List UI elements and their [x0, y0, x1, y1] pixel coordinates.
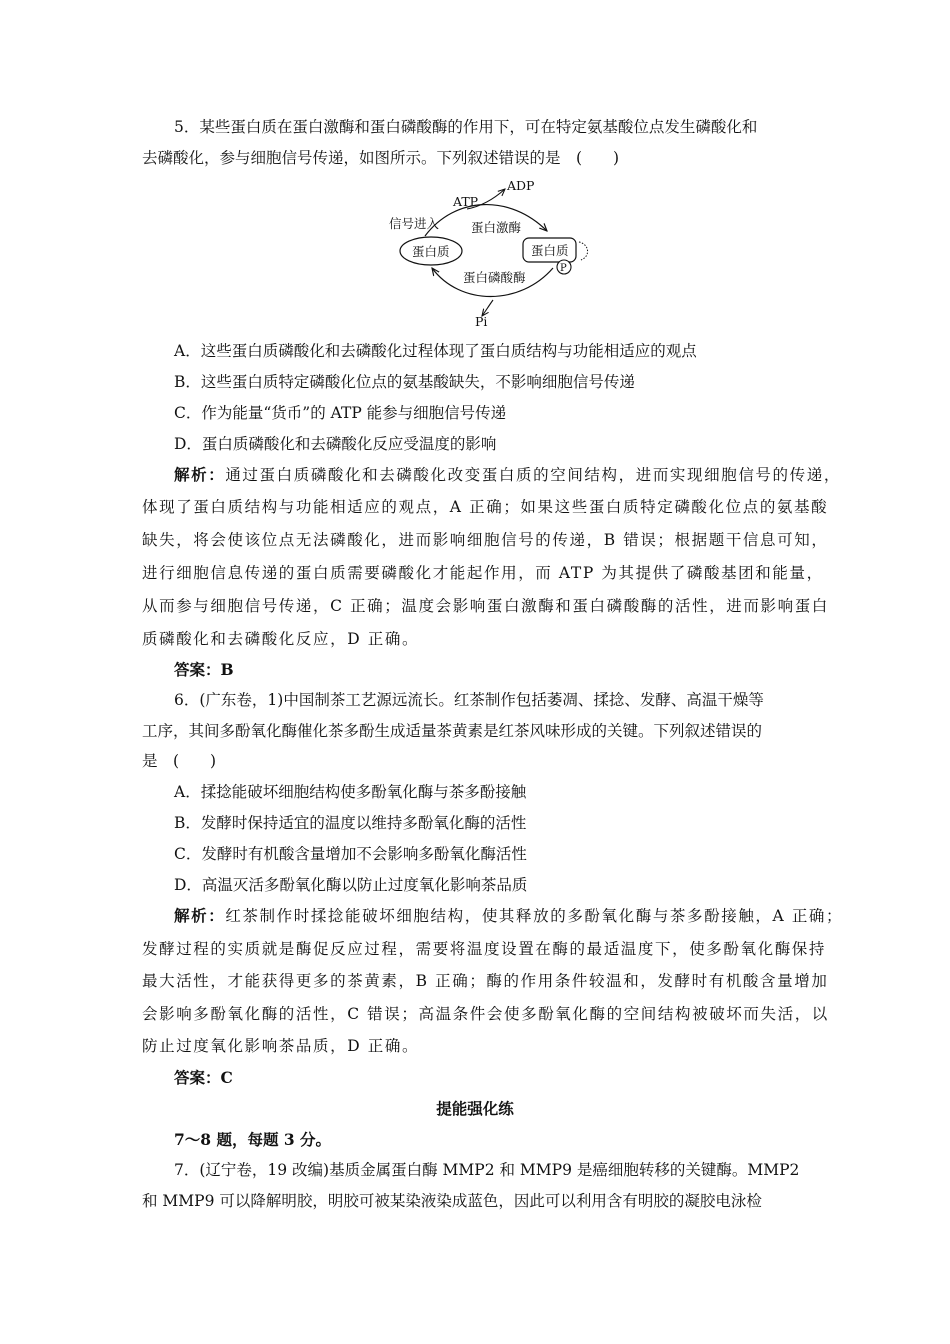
q5-stem-line1: 5．某些蛋白质在蛋白激酶和蛋白磷酸酶的作用下，可在特定氨基酸位点发生磷酸化和 — [174, 118, 758, 136]
q5-option-a: A．这些蛋白质磷酸化和去磷酸化过程体现了蛋白质结构与功能相适应的观点 — [174, 342, 697, 360]
pi-label: Pi — [475, 314, 488, 328]
q6-answer: 答案：C — [174, 1068, 233, 1087]
q5-stem-line2: 去磷酸化，参与细胞信号传递，如图所示。下列叙述错误的是 ( ) — [142, 149, 620, 167]
q6-option-a: A．揉捻能破坏细胞结构使多酚氧化酶与茶多酚接触 — [174, 783, 527, 801]
q6-option-c: C．发酵时有机酸含量增加不会影响多酚氧化酶活性 — [174, 845, 527, 863]
q5-option-b: B．这些蛋白质特定磷酸化位点的氨基酸缺失，不影响细胞信号传递 — [174, 373, 635, 391]
q6-analysis-line5: 防止过度氧化影响茶品质，D 正确。 — [142, 1037, 420, 1055]
phosphorylation-diagram — [385, 176, 605, 328]
q5-option-c: C．作为能量“货币”的 ATP 能参与细胞信号传递 — [174, 404, 507, 422]
q5-analysis-line2: 体现了蛋白质结构与功能相适应的观点，A 正确；如果这些蛋白质特定磷酸化位点的氨基酸 — [142, 498, 829, 516]
q6-stem-line3: 是 ( ) — [142, 752, 217, 770]
q6-option-b: B．发酵时保持适宜的温度以维持多酚氧化酶的活性 — [174, 814, 527, 832]
q5-analysis-text: 通过蛋白质磷酸化和去磷酸化改变蛋白质的空间结构，进而实现细胞信号的传递， — [225, 466, 841, 484]
atp-label: ATP — [453, 194, 479, 209]
q6-analysis-line4: 会影响多酚氧化酶的活性，C 错误；高温条件会使多酚氧化酶的空间结构被破坏而失活，以 — [142, 1005, 829, 1023]
q6-analysis-text: 红茶制作时揉捻能破坏细胞结构，使其释放的多酚氧化酶与茶多酚接触，A 正确； — [225, 907, 844, 925]
q6-stem-line2: 工序，其间多酚氧化酶催化茶多酚生成适量茶黄素是红茶风味形成的关键。下列叙述错误的 — [142, 722, 763, 740]
q7-stem-line2: 和 MMP9 可以降解明胶，明胶可被某染液染成蓝色，因此可以利用含有明胶的凝胶电泳检 — [142, 1192, 762, 1210]
q5-analysis-line4: 进行细胞信息传递的蛋白质需要磷酸化才能起作用，而 ATP 为其提供了磷酸基团和能量， — [142, 564, 824, 582]
q6-stem-line1: 6．(广东卷，1)中国制茶工艺源远流长。红茶制作包括萎凋、揉捻、发酵、高温干燥等 — [174, 691, 764, 709]
q7-stem-line1: 7．(辽宁卷，19 改编)基质金属蛋白酶 MMP2 和 MMP9 是癌细胞转移的关键酶。MMP2 — [174, 1161, 800, 1179]
q6-analysis-label: 解析： — [174, 906, 226, 925]
section-title: 提能强化练 — [436, 1099, 514, 1118]
adp-label: ADP — [507, 178, 535, 193]
signal-in-label: 信号进入 — [389, 216, 440, 231]
kinase-label: 蛋白激酶 — [471, 220, 522, 235]
q6-analysis-line2: 发酵过程的实质就是酶促反应过程，需要将温度设置在酶的最适温度下，使多酚氧化酶保持 — [142, 940, 827, 958]
q5-analysis-line5: 从而参与细胞信号传递，C 正确；温度会影响蛋白激酶和蛋白磷酸酶的活性，进而影响蛋白 — [142, 597, 829, 615]
q6-option-d: D．高温灭活多酚氧化酶以防止过度氧化影响茶品质 — [174, 876, 528, 894]
q5-analysis-line1 — [174, 465, 854, 485]
q6-analysis-line1 — [174, 906, 854, 926]
protein-right-label: 蛋白质 — [531, 243, 569, 258]
q5-analysis-label: 解析： — [174, 465, 226, 484]
section-note: 7～8 题，每题 3 分。 — [174, 1130, 332, 1149]
q5-option-d: D．蛋白质磷酸化和去磷酸化反应受温度的影响 — [174, 435, 497, 453]
q5-answer: 答案：B — [174, 660, 234, 679]
phosphatase-label: 蛋白磷酸酶 — [463, 270, 526, 285]
q5-analysis-line6: 质磷酸化和去磷酸化反应，D 正确。 — [142, 630, 420, 648]
receptor-dots — [579, 242, 588, 260]
q5-analysis-line3: 缺失，将会使该位点无法磷酸化，进而影响细胞信号的传递，B 错误；根据题干信息可知， — [142, 531, 829, 549]
q6-analysis-line3: 最大活性，才能获得更多的茶黄素，B 正确；酶的作用条件较温和，发酵时有机酸含量增加 — [142, 972, 829, 990]
protein-left-label: 蛋白质 — [412, 244, 450, 259]
phosphate-label: P — [560, 263, 567, 274]
